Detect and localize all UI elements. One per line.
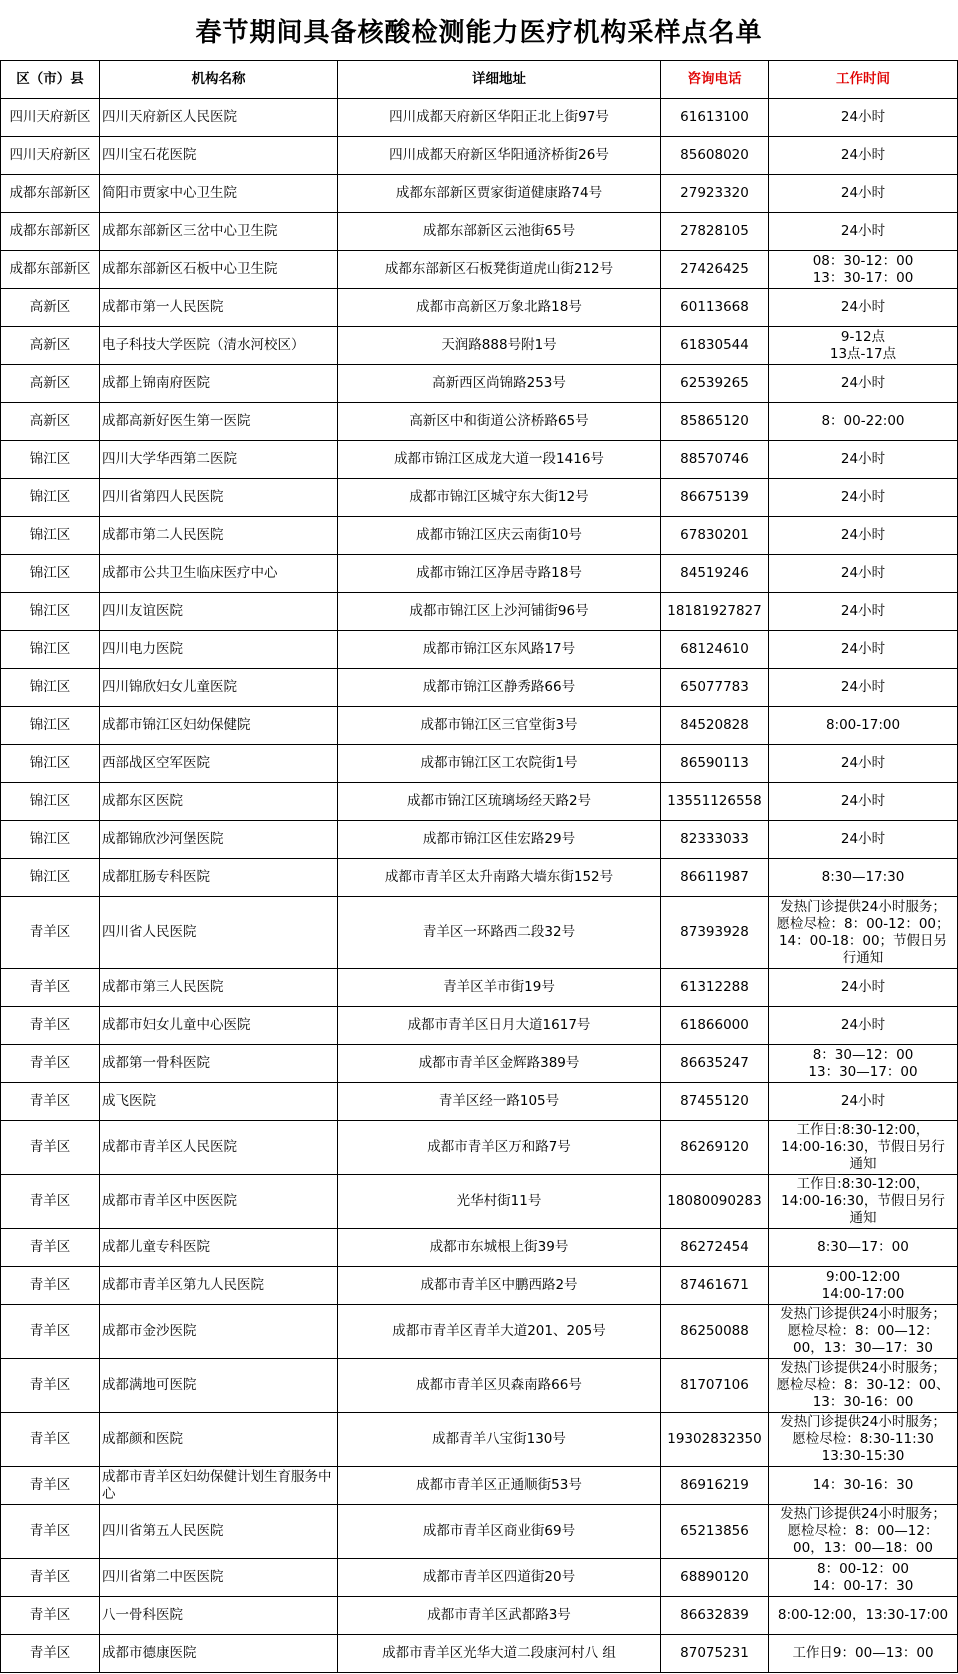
hours-cell: 8：30—12：00 13：30—17：00 — [769, 1045, 958, 1083]
column-header-district: 区（市）县 — [1, 61, 100, 99]
institution-name-cell: 四川省第四人民医院 — [100, 479, 338, 517]
institution-name-cell: 成都第一骨科医院 — [100, 1045, 338, 1083]
district-cell: 四川天府新区 — [1, 99, 100, 137]
table-row — [1, 555, 958, 593]
institution-name-cell: 成都满地可医院 — [100, 1359, 338, 1413]
hours-cell: 工作日9：00—13：00 — [769, 1635, 958, 1673]
district-cell: 高新区 — [1, 289, 100, 327]
district-cell: 锦江区 — [1, 707, 100, 745]
phone-cell: 18080090283 — [661, 1175, 769, 1229]
institution-name-cell: 成都市妇女儿童中心医院 — [100, 1007, 338, 1045]
address-cell: 成都市东城根上街39号 — [338, 1229, 661, 1267]
table-row — [1, 631, 958, 669]
address-cell: 成都市青羊区四道街20号 — [338, 1559, 661, 1597]
address-cell: 高新区中和街道公济桥路65号 — [338, 403, 661, 441]
hours-cell: 8:00-12:00，13:30-17:00 — [769, 1597, 958, 1635]
institution-name-cell: 成都市第三人民医院 — [100, 969, 338, 1007]
table-row — [1, 289, 958, 327]
hours-cell: 24小时 — [769, 137, 958, 175]
district-cell: 锦江区 — [1, 669, 100, 707]
table-row — [1, 593, 958, 631]
district-cell: 青羊区 — [1, 1467, 100, 1505]
phone-cell: 82333033 — [661, 821, 769, 859]
table-header-row — [1, 61, 958, 99]
address-cell: 成都市锦江区庆云南街10号 — [338, 517, 661, 555]
district-cell: 成都东部新区 — [1, 251, 100, 289]
hours-cell: 发热门诊提供24小时服务； 愿检尽检：8:30-11:30 13:30-15:30 — [769, 1413, 958, 1467]
institution-name-cell: 成都东部新区石板中心卫生院 — [100, 251, 338, 289]
hours-cell: 发热门诊提供24小时服务； 愿检尽检：8：00—12： 00，13：00—18：00 — [769, 1505, 958, 1559]
district-cell: 高新区 — [1, 403, 100, 441]
hours-cell: 24小时 — [769, 517, 958, 555]
address-cell: 成都市锦江区城守东大街12号 — [338, 479, 661, 517]
district-cell: 锦江区 — [1, 593, 100, 631]
hours-cell: 24小时 — [769, 1083, 958, 1121]
address-cell: 光华村街11号 — [338, 1175, 661, 1229]
institution-name-cell: 成都上锦南府医院 — [100, 365, 338, 403]
table-row — [1, 1413, 958, 1467]
institution-name-cell: 简阳市贾家中心卫生院 — [100, 175, 338, 213]
institution-name-cell: 成都市公共卫生临床医疗中心 — [100, 555, 338, 593]
address-cell: 青羊区羊市街19号 — [338, 969, 661, 1007]
district-cell: 青羊区 — [1, 1413, 100, 1467]
institution-name-cell: 四川友谊医院 — [100, 593, 338, 631]
institution-name-cell: 成都儿童专科医院 — [100, 1229, 338, 1267]
table-row — [1, 251, 958, 289]
hours-cell: 8:30—17：00 — [769, 1229, 958, 1267]
address-cell: 成都东部新区云池街65号 — [338, 213, 661, 251]
district-cell: 锦江区 — [1, 859, 100, 897]
address-cell: 成都市青羊区正通顺街53号 — [338, 1467, 661, 1505]
phone-cell: 65077783 — [661, 669, 769, 707]
address-cell: 成都市高新区万象北路18号 — [338, 289, 661, 327]
phone-cell: 18181927827 — [661, 593, 769, 631]
hours-cell: 08：30-12：00 13：30-17：00 — [769, 251, 958, 289]
address-cell: 成都市青羊区青羊大道201、205号 — [338, 1305, 661, 1359]
address-cell: 成都市青羊区万和路7号 — [338, 1121, 661, 1175]
address-cell: 成都市锦江区静秀路66号 — [338, 669, 661, 707]
phone-cell: 87075231 — [661, 1635, 769, 1673]
address-cell: 四川成都天府新区华阳通济桥街26号 — [338, 137, 661, 175]
district-cell: 锦江区 — [1, 783, 100, 821]
phone-cell: 86632839 — [661, 1597, 769, 1635]
address-cell: 成都市锦江区佳宏路29号 — [338, 821, 661, 859]
hours-cell: 24小时 — [769, 783, 958, 821]
address-cell: 四川成都天府新区华阳正北上街97号 — [338, 99, 661, 137]
table-row — [1, 745, 958, 783]
table-row — [1, 1359, 958, 1413]
address-cell: 成都市锦江区东风路17号 — [338, 631, 661, 669]
district-cell: 青羊区 — [1, 1229, 100, 1267]
hours-cell: 14：30-16：30 — [769, 1467, 958, 1505]
phone-cell: 85608020 — [661, 137, 769, 175]
address-cell: 高新西区尚锦路253号 — [338, 365, 661, 403]
institution-name-cell: 成都市锦江区妇幼保健院 — [100, 707, 338, 745]
phone-cell: 27923320 — [661, 175, 769, 213]
address-cell: 成都市青羊区金辉路389号 — [338, 1045, 661, 1083]
institution-name-cell: 四川电力医院 — [100, 631, 338, 669]
phone-cell: 60113668 — [661, 289, 769, 327]
phone-cell: 19302832350 — [661, 1413, 769, 1467]
address-cell: 成都青羊八宝街130号 — [338, 1413, 661, 1467]
table-row — [1, 1121, 958, 1175]
address-cell: 天润路888号附1号 — [338, 327, 661, 365]
district-cell: 青羊区 — [1, 1045, 100, 1083]
table-row — [1, 441, 958, 479]
hours-cell: 工作日:8:30-12:00， 14:00-16:30，节假日另行 通知 — [769, 1175, 958, 1229]
table-row — [1, 783, 958, 821]
phone-cell: 61830544 — [661, 327, 769, 365]
column-header-hours: 工作时间 — [769, 61, 958, 99]
table-row — [1, 1045, 958, 1083]
hours-cell: 8：00-22:00 — [769, 403, 958, 441]
address-cell: 成都市锦江区三官堂街3号 — [338, 707, 661, 745]
district-cell: 成都东部新区 — [1, 175, 100, 213]
hours-cell: 24小时 — [769, 631, 958, 669]
address-cell: 成都市青羊区武都路3号 — [338, 1597, 661, 1635]
phone-cell: 61613100 — [661, 99, 769, 137]
address-cell: 成都市青羊区日月大道1617号 — [338, 1007, 661, 1045]
hours-cell: 发热门诊提供24小时服务； 愿检尽检：8：30-12：00、 13：30-16：00 — [769, 1359, 958, 1413]
district-cell: 青羊区 — [1, 969, 100, 1007]
institution-name-cell: 成飞医院 — [100, 1083, 338, 1121]
hours-cell: 24小时 — [769, 745, 958, 783]
hours-cell: 发热门诊提供24小时服务； 愿检尽检：8：00-12：00； 14：00-18：00；节假日另 行通知 — [769, 897, 958, 969]
institution-name-cell: 成都肛肠专科医院 — [100, 859, 338, 897]
phone-cell: 13551126558 — [661, 783, 769, 821]
address-cell: 成都市锦江区上沙河铺街96号 — [338, 593, 661, 631]
district-cell: 青羊区 — [1, 1121, 100, 1175]
institution-name-cell: 八一骨科医院 — [100, 1597, 338, 1635]
table-row — [1, 1505, 958, 1559]
district-cell: 青羊区 — [1, 1359, 100, 1413]
table-row — [1, 897, 958, 969]
phone-cell: 61866000 — [661, 1007, 769, 1045]
phone-cell: 27828105 — [661, 213, 769, 251]
hours-cell: 24小时 — [769, 1007, 958, 1045]
table-row — [1, 859, 958, 897]
district-cell: 青羊区 — [1, 1597, 100, 1635]
institution-name-cell: 成都市青羊区中医医院 — [100, 1175, 338, 1229]
district-cell: 青羊区 — [1, 897, 100, 969]
district-cell: 青羊区 — [1, 1007, 100, 1045]
column-header-institution: 机构名称 — [100, 61, 338, 99]
hours-cell: 8：00-12：00 14：00-17：30 — [769, 1559, 958, 1597]
phone-cell: 68124610 — [661, 631, 769, 669]
hours-cell: 24小时 — [769, 593, 958, 631]
institution-name-cell: 成都市第二人民医院 — [100, 517, 338, 555]
institution-name-cell: 四川省第二中医医院 — [100, 1559, 338, 1597]
institution-name-cell: 成都东区医院 — [100, 783, 338, 821]
institution-name-cell: 成都市青羊区妇幼保健计划生育服务中心 — [100, 1467, 338, 1505]
phone-cell: 84519246 — [661, 555, 769, 593]
address-cell: 成都市青羊区光华大道二段康河村八 组 — [338, 1635, 661, 1673]
hours-cell: 8:00-17:00 — [769, 707, 958, 745]
district-cell: 锦江区 — [1, 555, 100, 593]
phone-cell: 86635247 — [661, 1045, 769, 1083]
hours-cell: 8:30—17:30 — [769, 859, 958, 897]
phone-cell: 67830201 — [661, 517, 769, 555]
phone-cell: 27426425 — [661, 251, 769, 289]
address-cell: 成都市青羊区中鹏西路2号 — [338, 1267, 661, 1305]
phone-cell: 88570746 — [661, 441, 769, 479]
table-row — [1, 1305, 958, 1359]
table-row — [1, 175, 958, 213]
institution-name-cell: 电子科技大学医院（清水河校区） — [100, 327, 338, 365]
institution-name-cell: 成都市德康医院 — [100, 1635, 338, 1673]
phone-cell: 86916219 — [661, 1467, 769, 1505]
table-row — [1, 365, 958, 403]
hours-cell: 发热门诊提供24小时服务； 愿检尽检：8：00—12： 00，13：30—17：30 — [769, 1305, 958, 1359]
phone-cell: 84520828 — [661, 707, 769, 745]
address-cell: 青羊区经一路105号 — [338, 1083, 661, 1121]
district-cell: 四川天府新区 — [1, 137, 100, 175]
address-cell: 成都市锦江区净居寺路18号 — [338, 555, 661, 593]
sampling-points-table — [0, 60, 958, 1673]
hours-cell: 24小时 — [769, 99, 958, 137]
hours-cell: 9-12点 13点-17点 — [769, 327, 958, 365]
table-row — [1, 969, 958, 1007]
phone-cell: 68890120 — [661, 1559, 769, 1597]
district-cell: 青羊区 — [1, 1267, 100, 1305]
table-row — [1, 1597, 958, 1635]
table-row — [1, 403, 958, 441]
institution-name-cell: 四川省第五人民医院 — [100, 1505, 338, 1559]
institution-name-cell: 四川宝石花医院 — [100, 137, 338, 175]
institution-name-cell: 成都锦欣沙河堡医院 — [100, 821, 338, 859]
table-row — [1, 1559, 958, 1597]
phone-cell: 86269120 — [661, 1121, 769, 1175]
phone-cell: 86675139 — [661, 479, 769, 517]
district-cell: 高新区 — [1, 327, 100, 365]
phone-cell: 62539265 — [661, 365, 769, 403]
institution-name-cell: 西部战区空军医院 — [100, 745, 338, 783]
district-cell: 高新区 — [1, 365, 100, 403]
phone-cell: 61312288 — [661, 969, 769, 1007]
table-body — [1, 99, 958, 1673]
district-cell: 成都东部新区 — [1, 213, 100, 251]
address-cell: 成都市青羊区太升南路大墙东街152号 — [338, 859, 661, 897]
table-row — [1, 1007, 958, 1045]
address-cell: 成都市青羊区商业街69号 — [338, 1505, 661, 1559]
table-row — [1, 707, 958, 745]
institution-name-cell: 四川天府新区人民医院 — [100, 99, 338, 137]
hours-cell: 24小时 — [769, 175, 958, 213]
address-cell: 成都市锦江区琉璃场经天路2号 — [338, 783, 661, 821]
hours-cell: 24小时 — [769, 479, 958, 517]
hours-cell: 24小时 — [769, 441, 958, 479]
column-header-address: 详细地址 — [338, 61, 661, 99]
address-cell: 成都东部新区贾家街道健康路74号 — [338, 175, 661, 213]
table-row — [1, 1267, 958, 1305]
institution-name-cell: 四川大学华西第二医院 — [100, 441, 338, 479]
phone-cell: 86272454 — [661, 1229, 769, 1267]
institution-name-cell: 成都市第一人民医院 — [100, 289, 338, 327]
table-row — [1, 1467, 958, 1505]
hours-cell: 24小时 — [769, 969, 958, 1007]
table-row — [1, 99, 958, 137]
district-cell: 青羊区 — [1, 1559, 100, 1597]
district-cell: 锦江区 — [1, 517, 100, 555]
district-cell: 锦江区 — [1, 821, 100, 859]
phone-cell: 86590113 — [661, 745, 769, 783]
phone-cell: 87455120 — [661, 1083, 769, 1121]
address-cell: 青羊区一环路西二段32号 — [338, 897, 661, 969]
phone-cell: 87393928 — [661, 897, 769, 969]
column-header-phone: 咨询电话 — [661, 61, 769, 99]
institution-name-cell: 成都市金沙医院 — [100, 1305, 338, 1359]
phone-cell: 81707106 — [661, 1359, 769, 1413]
institution-name-cell: 成都东部新区三岔中心卫生院 — [100, 213, 338, 251]
table-row — [1, 821, 958, 859]
table-row — [1, 1175, 958, 1229]
district-cell: 锦江区 — [1, 631, 100, 669]
hours-cell: 9:00-12:00 14:00-17:00 — [769, 1267, 958, 1305]
hours-cell: 工作日:8:30-12:00， 14:00-16:30，节假日另行 通知 — [769, 1121, 958, 1175]
institution-name-cell: 四川省人民医院 — [100, 897, 338, 969]
table-row — [1, 1635, 958, 1673]
institution-name-cell: 四川锦欣妇女儿童医院 — [100, 669, 338, 707]
institution-name-cell: 成都颜和医院 — [100, 1413, 338, 1467]
phone-cell: 86250088 — [661, 1305, 769, 1359]
page-title: 春节期间具备核酸检测能力医疗机构采样点名单 — [195, 17, 763, 48]
address-cell: 成都东部新区石板凳街道虎山街212号 — [338, 251, 661, 289]
district-cell: 青羊区 — [1, 1635, 100, 1673]
phone-cell: 86611987 — [661, 859, 769, 897]
district-cell: 锦江区 — [1, 479, 100, 517]
hours-cell: 24小时 — [769, 213, 958, 251]
district-cell: 锦江区 — [1, 745, 100, 783]
table-row — [1, 213, 958, 251]
phone-cell: 65213856 — [661, 1505, 769, 1559]
address-cell: 成都市青羊区贝森南路66号 — [338, 1359, 661, 1413]
institution-name-cell: 成都市青羊区人民医院 — [100, 1121, 338, 1175]
district-cell: 青羊区 — [1, 1175, 100, 1229]
phone-cell: 87461671 — [661, 1267, 769, 1305]
table-row — [1, 1229, 958, 1267]
institution-name-cell: 成都市青羊区第九人民医院 — [100, 1267, 338, 1305]
district-cell: 青羊区 — [1, 1083, 100, 1121]
hours-cell: 24小时 — [769, 821, 958, 859]
phone-cell: 85865120 — [661, 403, 769, 441]
hours-cell: 24小时 — [769, 555, 958, 593]
table-row — [1, 479, 958, 517]
hours-cell: 24小时 — [769, 365, 958, 403]
table-row — [1, 669, 958, 707]
table-row — [1, 1083, 958, 1121]
district-cell: 锦江区 — [1, 441, 100, 479]
table-row — [1, 137, 958, 175]
institution-name-cell: 成都高新好医生第一医院 — [100, 403, 338, 441]
hours-cell: 24小时 — [769, 289, 958, 327]
district-cell: 青羊区 — [1, 1505, 100, 1559]
district-cell: 青羊区 — [1, 1305, 100, 1359]
hours-cell: 24小时 — [769, 669, 958, 707]
address-cell: 成都市锦江区工农院街1号 — [338, 745, 661, 783]
table-row — [1, 327, 958, 365]
address-cell: 成都市锦江区成龙大道一段1416号 — [338, 441, 661, 479]
table-row — [1, 517, 958, 555]
